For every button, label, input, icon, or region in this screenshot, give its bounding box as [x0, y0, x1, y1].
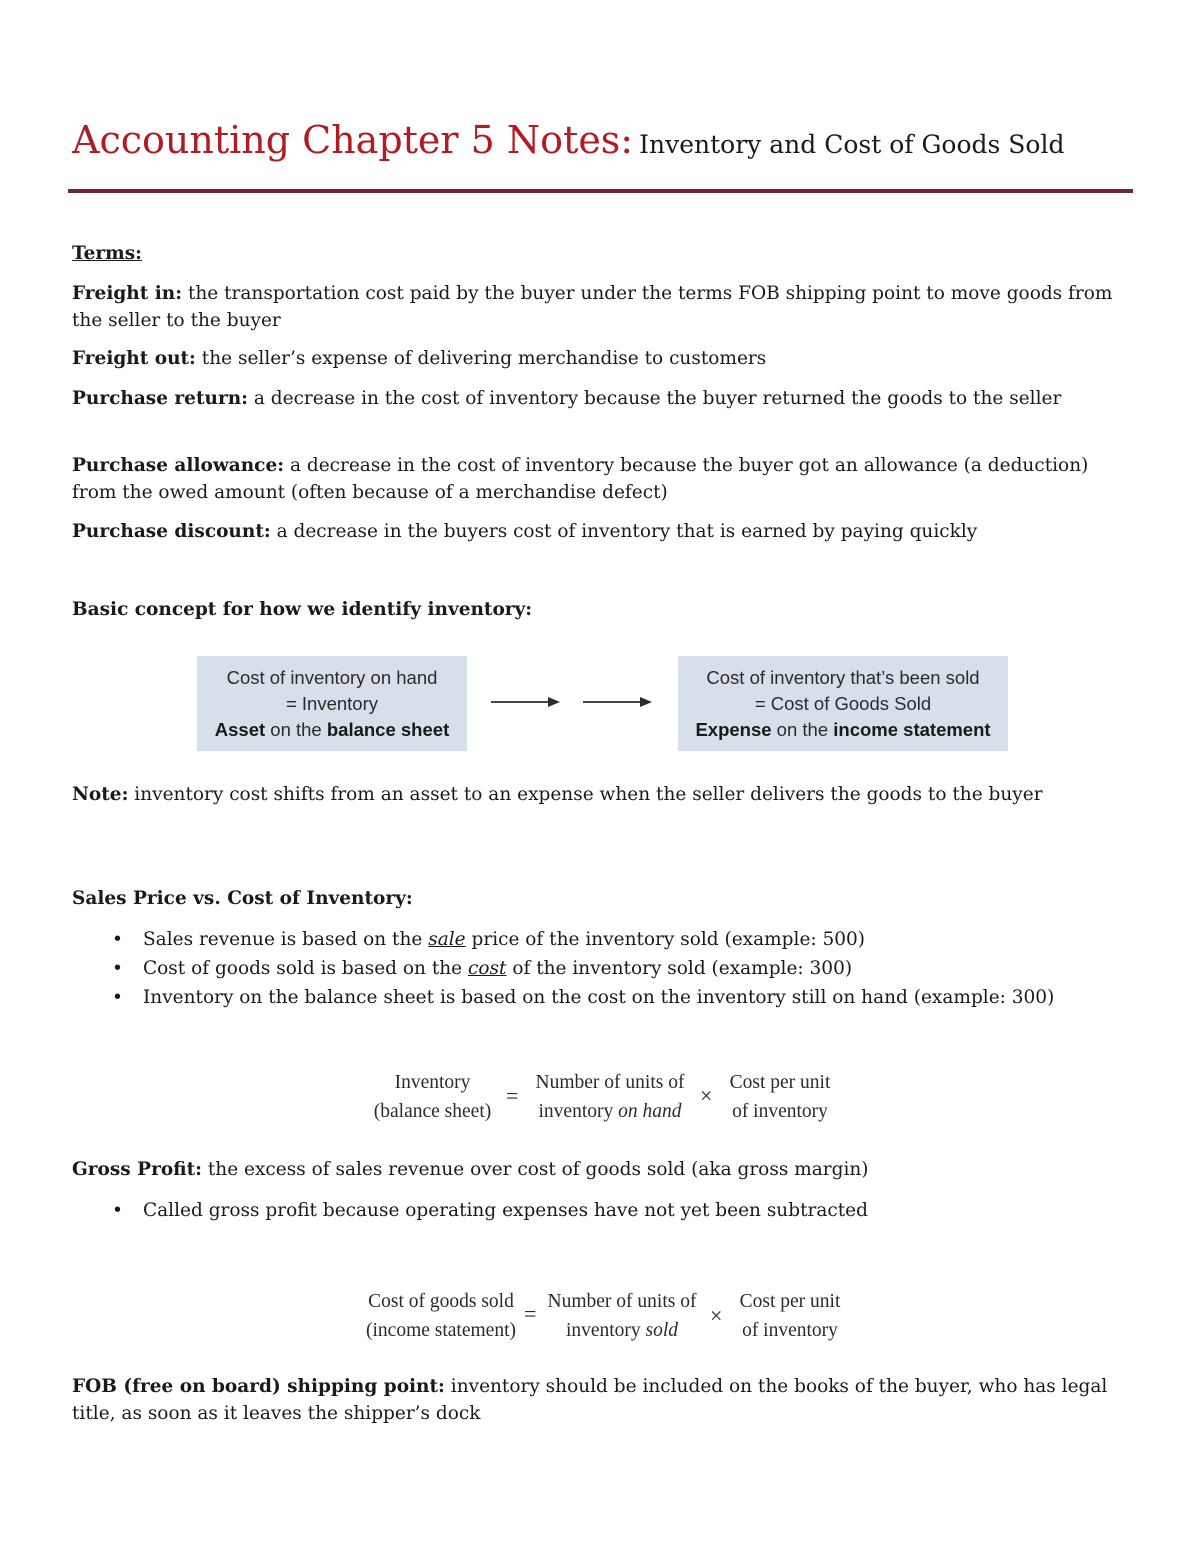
box-bold: balance sheet	[326, 719, 450, 740]
box-bold: Expense	[695, 719, 772, 740]
box-line: Cost of inventory on hand	[226, 667, 438, 688]
concept-heading	[72, 596, 1122, 623]
formula-line: of inventory	[732, 1101, 828, 1122]
title-main: Accounting Chapter 5 Notes:	[72, 118, 634, 162]
term-label: Purchase allowance:	[72, 455, 285, 476]
box-bold: income statement	[833, 719, 991, 740]
gross-profit-text: the excess of sales revenue over cost of goods sold (aka gross margin)	[207, 1159, 869, 1180]
term-label: Freight in:	[72, 283, 183, 304]
box-line: = Inventory	[285, 693, 379, 714]
multiply-icon: ×	[700, 1083, 713, 1108]
box-text: on the	[771, 719, 834, 740]
fob-text: inventory should be included on the books of the buyer, who has legal title, as soon as it leaves the shipper’s dock	[72, 1376, 1108, 1424]
note-paragraph	[72, 781, 1122, 808]
formula-line: Number of units of	[535, 1072, 685, 1093]
bullet-icon: •	[112, 1200, 123, 1221]
formula-emphasis: sold	[645, 1320, 679, 1341]
formula-term	[530, 1068, 690, 1126]
equals-icon: =	[506, 1083, 519, 1108]
flow-arrows-icon	[488, 692, 663, 712]
list-emphasis: cost	[468, 958, 507, 979]
formula-text: inventory	[565, 1320, 646, 1341]
formula-line: of inventory	[742, 1320, 838, 1341]
formula-line: Cost per unit	[739, 1291, 841, 1312]
box-line: Cost of inventory that’s been sold	[706, 667, 980, 688]
list-item	[72, 925, 1122, 954]
terms-heading-text: Terms:	[72, 243, 142, 264]
gross-bullet-list	[72, 1196, 1122, 1225]
term-definition: the seller’s expense of delivering merchandise to customers	[201, 348, 767, 369]
formula-line: Number of units of	[547, 1291, 697, 1312]
page-title	[72, 118, 1064, 162]
multiply-icon: ×	[710, 1303, 723, 1328]
term-freight-out	[72, 345, 1122, 372]
formula-line: (balance sheet)	[373, 1101, 492, 1122]
formula-text: inventory	[538, 1101, 619, 1122]
term-definition: a decrease in the buyers cost of inventory that is earned by paying quickly	[276, 521, 978, 542]
term-purchase-discount	[72, 518, 1122, 545]
term-label: Purchase discount:	[72, 521, 271, 542]
list-text: Sales revenue is based on the	[143, 929, 429, 950]
sales-heading-text: Sales Price vs. Cost of Inventory:	[72, 888, 413, 909]
list-text: Called gross profit because operating expenses have not yet been subtracted	[143, 1200, 868, 1221]
note-label: Note:	[72, 784, 129, 805]
formula-line	[530, 1097, 690, 1126]
formula-line	[542, 1316, 702, 1345]
box-line: = Cost of Goods Sold	[754, 693, 932, 714]
box-line	[197, 717, 467, 743]
inventory-formula	[360, 1068, 850, 1132]
term-definition: a decrease in the cost of inventory because the buyer got an allowance (a deduction) from the owed amount (often because of a merchandise defect)	[72, 455, 1089, 503]
fob-paragraph	[72, 1373, 1122, 1427]
box-line	[678, 717, 1008, 743]
term-definition: the transportation cost paid by the buyer under the terms FOB shipping point to move goods from the seller to the buyer	[72, 283, 1113, 331]
box-text: on the	[265, 719, 327, 740]
terms-heading	[72, 240, 1122, 267]
title-divider	[68, 189, 1133, 193]
concept-heading-text: Basic concept for how we identify inventory:	[72, 599, 533, 620]
list-item	[72, 1196, 1122, 1225]
bullet-icon: •	[112, 958, 123, 979]
list-text: price of the inventory sold (example: 500)	[465, 929, 866, 950]
box-bold: Asset	[214, 719, 266, 740]
list-item	[72, 983, 1122, 1012]
term-purchase-allowance	[72, 452, 1122, 506]
sales-bullet-list	[72, 925, 1122, 1012]
formula-term	[360, 1068, 505, 1126]
formula-emphasis: on hand	[618, 1101, 682, 1122]
formula-term	[542, 1287, 702, 1345]
gross-profit-paragraph	[72, 1156, 1122, 1183]
term-freight-in	[72, 280, 1122, 334]
term-definition: a decrease in the cost of inventory because the buyer returned the goods to the seller	[253, 388, 1062, 409]
formula-term	[730, 1287, 850, 1345]
note-text: inventory cost shifts from an asset to an expense when the seller delivers the goods to the buyer	[134, 784, 1043, 805]
list-item	[72, 954, 1122, 983]
formula-line: Cost per unit	[729, 1072, 831, 1093]
list-text: Cost of goods sold is based on the	[143, 958, 469, 979]
formula-line: Inventory	[394, 1072, 471, 1093]
term-label: Freight out:	[72, 348, 196, 369]
cogs-formula	[362, 1287, 852, 1351]
list-text: of the inventory sold (example: 300)	[506, 958, 853, 979]
cogs-box	[678, 656, 1008, 751]
inventory-box	[197, 656, 467, 751]
term-label: Purchase return:	[72, 388, 248, 409]
formula-line: (income statement)	[366, 1320, 516, 1341]
bullet-icon: •	[112, 929, 123, 950]
fob-label: FOB (free on board) shipping point:	[72, 1376, 445, 1397]
sales-heading	[72, 885, 1122, 912]
title-subtitle: Inventory and Cost of Goods Sold	[639, 130, 1065, 159]
formula-term	[362, 1287, 520, 1345]
list-text: Inventory on the balance sheet is based on the cost on the inventory still on hand (example: 300)	[143, 987, 1055, 1008]
list-emphasis: sale	[428, 929, 466, 950]
formula-line: Cost of goods sold	[368, 1291, 514, 1312]
equals-icon: =	[524, 1301, 537, 1326]
term-purchase-return	[72, 385, 1122, 412]
bullet-icon: •	[112, 987, 123, 1008]
gross-profit-label: Gross Profit:	[72, 1159, 202, 1180]
formula-term	[720, 1068, 840, 1126]
